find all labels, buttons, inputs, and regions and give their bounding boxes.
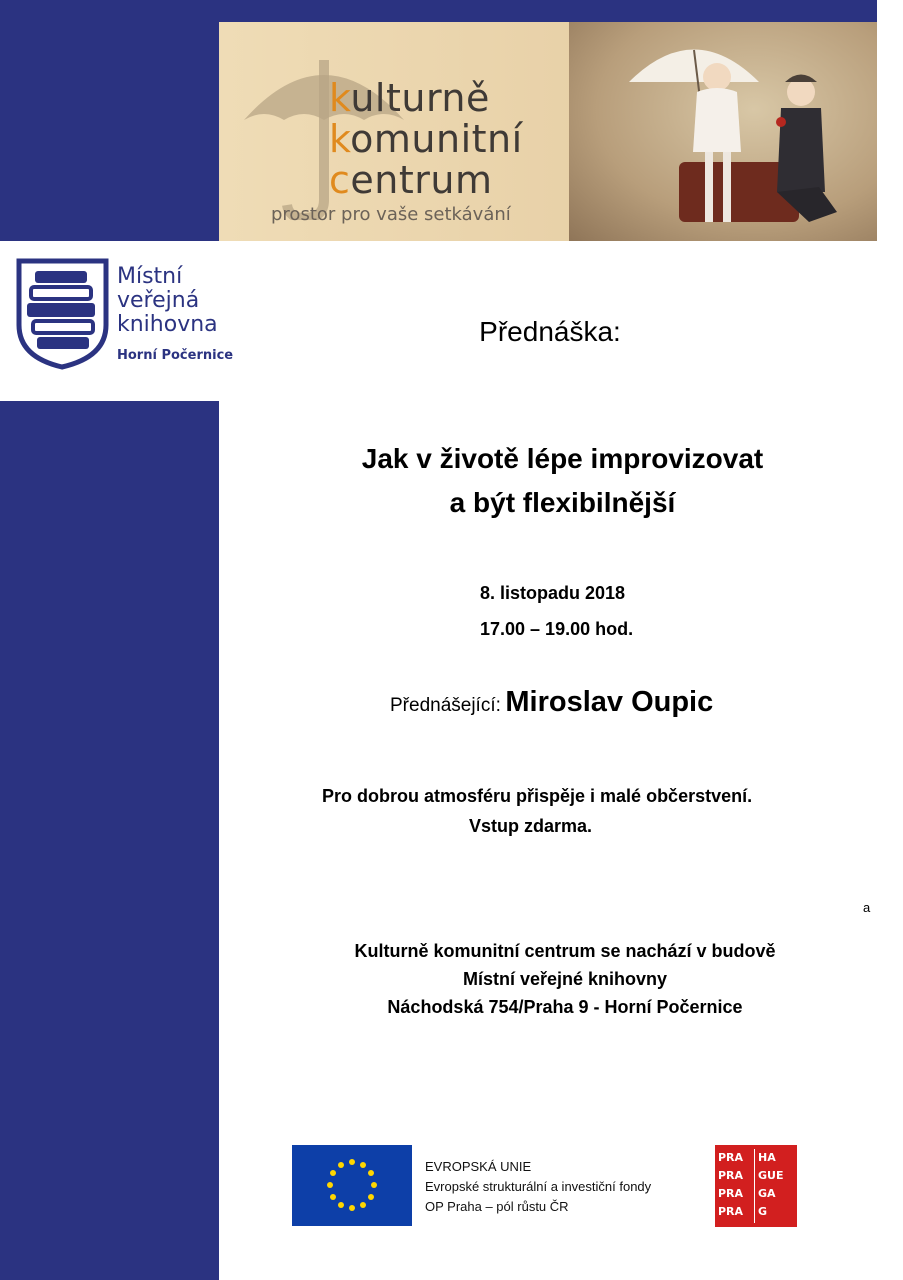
admission-note: Vstup zdarma. [469, 816, 593, 836]
top-navy-band [0, 0, 877, 22]
praha-logo [715, 1145, 797, 1227]
praha-right-text: GA [758, 1187, 776, 1200]
eu-line: EVROPSKÁ UNIE [425, 1159, 532, 1174]
library-name [117, 265, 218, 337]
library-name-line: Místní [117, 264, 183, 289]
event-title-line: Jak v životě lépe improvizovat [361, 443, 764, 474]
eu-funding-text [425, 1157, 651, 1217]
event-date: 8. listopadu 2018 [480, 583, 626, 603]
kkc-initial: c [329, 158, 351, 202]
event-title-line: a být flexibilnější [449, 487, 676, 518]
eu-line: OP Praha – pól růstu ČR [425, 1199, 569, 1214]
praha-right-text: GUE [758, 1169, 784, 1182]
speaker-name: Miroslav Oupic [505, 686, 714, 718]
children-umbrella-photo [569, 22, 877, 241]
kkc-logo-text [329, 78, 523, 201]
kkc-word: ulturně [350, 76, 490, 120]
location-line: Místní veřejné knihovny [462, 969, 668, 989]
library-location: Horní Počernice [117, 348, 234, 363]
location-info [290, 937, 840, 1021]
praha-right-text: HA [758, 1151, 776, 1164]
eu-line: Evropské strukturální a investiční fondy [425, 1179, 652, 1194]
refreshment-note: Pro dobrou atmosféru přispěje i malé občerstvení. [322, 786, 753, 806]
kkc-initial: k [329, 117, 351, 161]
location-line: Náchodská 754/Praha 9 - Horní Počernice [387, 997, 743, 1017]
kkc-banner [219, 22, 877, 241]
left-navy-block-top [0, 22, 219, 241]
kkc-word: omunitní [350, 117, 523, 161]
praha-left-text: PRA [718, 1187, 744, 1200]
praha-left-text: PRA [718, 1151, 744, 1164]
location-line: Kulturně komunitní centrum se nachází v budově [354, 941, 776, 961]
praha-left-text: PRA [718, 1169, 744, 1182]
library-name-line: veřejná [117, 288, 200, 313]
praha-left-text: PRA [718, 1205, 744, 1218]
books-shield-icon [15, 255, 110, 370]
library-name-line: knihovna [117, 312, 218, 337]
speaker [390, 686, 713, 719]
event-title [300, 437, 825, 525]
kkc-initial: k [329, 76, 351, 120]
praha-divider [754, 1149, 755, 1223]
stray-mark: a [863, 900, 871, 915]
kkc-tagline: prostor pro vaše setkávání [271, 204, 511, 225]
event-time: 17.00 – 19.00 hod. [480, 619, 634, 639]
event-type: Přednáška: [479, 316, 621, 347]
praha-right-text: G [758, 1205, 768, 1218]
speaker-label: Přednášející: [390, 695, 501, 716]
photo-illustration [569, 22, 877, 241]
kkc-word: entrum [350, 158, 493, 202]
left-navy-block-bottom [0, 401, 219, 1280]
eu-flag-icon [292, 1145, 412, 1226]
